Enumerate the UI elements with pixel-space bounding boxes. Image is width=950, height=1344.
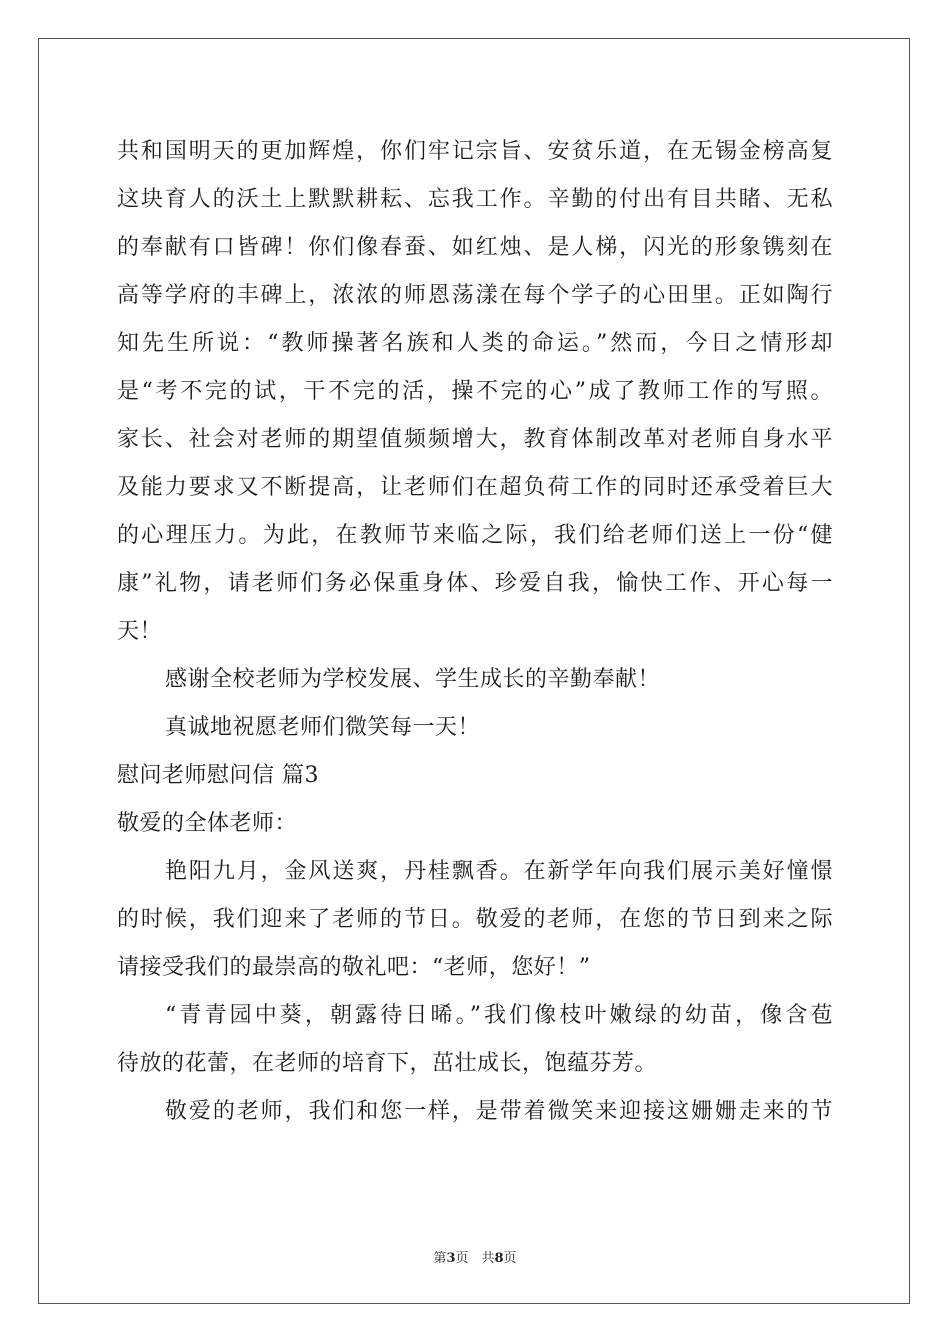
text-line: 高等学府的丰碑上，浓浓的师恩荡漾在每个学子的心田里。正如陶行 (117, 283, 833, 308)
current-page-number: 3 (446, 1251, 456, 1266)
text-line: 的奉献有口皆碑！你们像春蚕、如红烛、是人梯，闪光的形象镌刻在 (117, 235, 833, 260)
text-line: 康”礼物，请老师们务必保重身体、珍爱自我，愉快工作、开心每一 (117, 571, 833, 596)
text-line: 共和国明天的更加辉煌，你们牢记宗旨、安贫乐道，在无锡金榜高复 (117, 139, 833, 164)
text-line: 知先生所说：“教师操著名族和人类的命运。”然而，今日之情形却 (117, 331, 833, 356)
text-line: 天！ (117, 619, 163, 644)
text-line: 这块育人的沃土上默默耕耘、忘我工作。辛勤的付出有目共睹、无私 (117, 187, 833, 212)
footer-prefix: 第 (433, 1251, 447, 1266)
text-line: “青青园中葵，朝露待日晞。”我们像枝叶嫩绿的幼苗，像含苞 (165, 1003, 833, 1028)
document-body (117, 128, 833, 1136)
footer-mid: 页 共 (455, 1251, 495, 1266)
text-line: 敬爱的全体老师： (117, 811, 298, 836)
total-page-count: 8 (494, 1251, 504, 1266)
text-line: 待放的花蕾，在老师的培育下，茁壮成长，饱蕴芬芳。 (117, 1051, 658, 1076)
text-line: 是“考不完的试，干不完的活，操不完的心”成了教师工作的写照。 (117, 379, 833, 404)
text-line: 慰问老师慰问信 篇3 (117, 763, 319, 788)
text-line: 的时候，我们迎来了老师的节日。敬爱的老师，在您的节日到来之际 (117, 907, 833, 932)
text-line: 的心理压力。为此，在教师节来临之际，我们给老师们送上一份“健 (117, 523, 833, 548)
text-line: 感谢全校老师为学校发展、学生成长的辛勤奉献！ (165, 667, 661, 692)
text-line: 及能力要求又不断提高，让老师们在超负荷工作的同时还承受着巨大 (117, 475, 833, 500)
text-line: 敬爱的老师，我们和您一样，是带着微笑来迎接这姗姗走来的节 (165, 1099, 833, 1124)
text-line: 艳阳九月，金风送爽，丹桂飘香。在新学年向我们展示美好憧憬 (165, 859, 833, 884)
text-line: 真诚地祝愿老师们微笑每一天！ (165, 715, 481, 740)
text-line: 请接受我们的最崇高的敬礼吧：“老师，您好！” (117, 955, 591, 980)
page-footer (0, 1247, 950, 1266)
footer-suffix: 页 (503, 1251, 517, 1266)
text-line: 家长、社会对老师的期望值频频增大，教育体制改革对老师自身水平 (117, 427, 833, 452)
